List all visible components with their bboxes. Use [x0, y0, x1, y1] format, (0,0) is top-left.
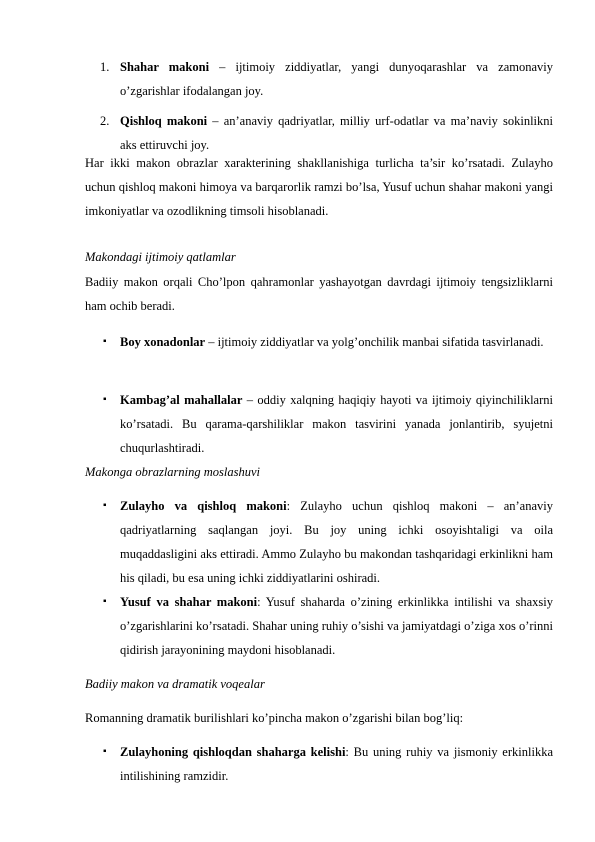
item-term: Kambag’al mahallalar [120, 393, 243, 407]
section-heading: Badiiy makon va dramatik voqealar [85, 677, 265, 691]
item-text: : Zulayho uchun qishloq makoni – an’anaviy qadriyatlarning saqlangan joyi. Bu joy uning ichki osoyishtaligi va oila muqaddasligini aks ettiradi. Ammo Zulayho bu makondan tashqaridagi erkinlikni ham his qiladi, bu esa uning ichki ziddiyatlarini oshiradi. [120, 499, 553, 585]
bullet-item [103, 330, 553, 354]
item-text: : Yusuf shaharda o’zining erkinlikka intilishi va shaxsiy o’zgarishlarini ko’rsatadi. Shahar uning ruhiy o’sishi va jamiyatdagi o’ziga xos o’rinni qidirish jarayonining maydoni hisoblanadi. [120, 595, 553, 657]
paragraph: Har ikki makon obrazlar xarakterining shakllanishiga turlicha ta’sir ko’rsatadi. Zulayho uchun qishloq makoni himoya va barqarorlik ramzi bo’lsa, Yusuf uchun shahar makoni yangi imkoniyatlar va ozodlikning timsoli hisoblanadi. [85, 156, 553, 218]
item-term: Zulayhoning qishloqdan shaharga kelishi [120, 745, 346, 759]
item-text: : Bu uning ruhiy va jismoniy erkinlikka intilishining ramzidir. [120, 745, 553, 783]
bullet-icon: ▪ [103, 596, 107, 607]
item-term: Boy xonadonlar [120, 335, 206, 349]
item-text: – an’anaviy qadriyatlar, milliy urf-odatlar va ma’naviy sokinlikni aks ettiruvchi joy. [120, 114, 553, 152]
item-text: – oddiy xalqning haqiqiy hayoti va ijtimoiy qiyinchiliklarni ko’rsatadi. Bu qarama-qarshiliklar makon tasvirini yanada jonlantirib, syujetni chuqurlashtiradi. [120, 393, 553, 455]
bullet-item [103, 494, 553, 590]
section-heading: Makondagi ijtimoiy qatlamlar [85, 250, 236, 264]
bullet-icon: ▪ [103, 336, 107, 347]
numbered-item [100, 55, 553, 103]
bullet-icon: ▪ [103, 394, 107, 405]
paragraph: Romanning dramatik burilishlari ko’pincha makon o’zgarishi bilan bog’liq: [85, 711, 464, 725]
section-heading: Makonga obrazlarning moslashuvi [85, 465, 260, 479]
item-term: Shahar makoni [120, 60, 210, 74]
item-term: Zulayho va qishloq makoni [120, 499, 287, 513]
paragraph: Badiiy makon orqali Cho’lpon qahramonlar yashayotgan davrdagi ijtimoiy tengsizliklarni ham ochib beradi. [85, 275, 553, 313]
bullet-item [103, 388, 553, 460]
bullet-icon: ▪ [103, 500, 107, 511]
item-text: – ijtimoiy ziddiyatlar, yangi dunyoqarashlar va zamonaviy o’zgarishlar ifodalangan joy. [120, 60, 553, 98]
numbered-item [100, 109, 553, 157]
item-term: Yusuf va shahar makoni [120, 595, 258, 609]
bullet-item [103, 740, 553, 788]
item-text: – ijtimoiy ziddiyatlar va yolg’onchilik manbai sifatida tasvirlanadi. [205, 335, 544, 349]
item-term: Qishloq makoni [120, 114, 208, 128]
bullet-icon: ▪ [103, 746, 107, 757]
bullet-item [103, 590, 553, 662]
item-number: 1. [100, 60, 110, 74]
item-number: 2. [100, 114, 110, 128]
